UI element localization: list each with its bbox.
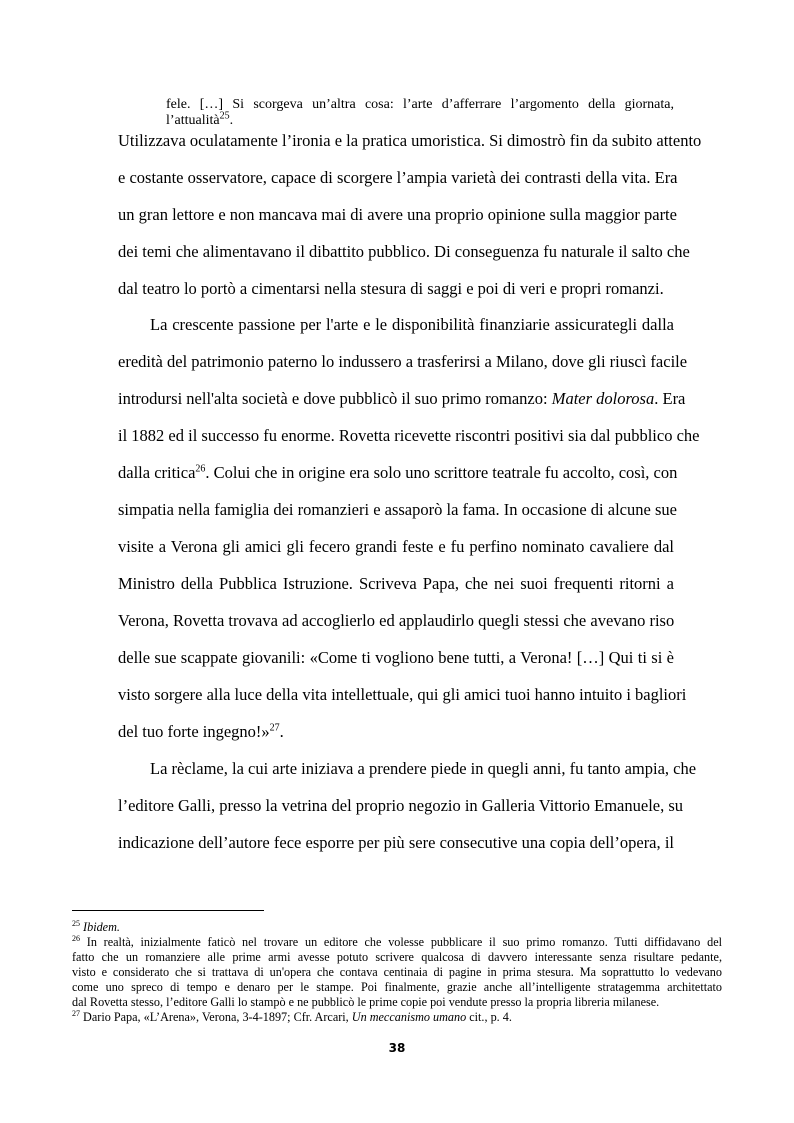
quote-text: l’attualità xyxy=(166,113,220,128)
footnote-ref-26: 26 xyxy=(195,463,206,475)
footnote-ref-27: 27 xyxy=(269,722,280,734)
footnote-25-text: Ibidem. xyxy=(83,920,120,934)
quote-line-2 xyxy=(166,110,234,129)
footnote-separator xyxy=(72,910,264,911)
footnote-25-number: 25 xyxy=(72,918,80,928)
p2-line-1: La crescente passione per l'arte e le disponibilità finanziarie assicurategli dalla xyxy=(150,315,674,334)
p3-line-1: La rèclame, la cui arte iniziava a prendere piede in quegli anni, fu tanto ampia, che xyxy=(150,759,697,778)
p1-line-4: dei temi che alimentavano il dibattito pubblico. Di conseguenza fu naturale il salto che xyxy=(118,242,690,261)
footnote-ref-25: 25 xyxy=(219,110,230,122)
p2-line-12-text: del tuo forte ingegno!» xyxy=(118,722,270,741)
p2-line-5 xyxy=(118,463,678,483)
footnote-26-line-2: fatto che un romanziere alle prime armi avesse potuto scrivere qualcosa di davvero interessante senza risultare pedante, xyxy=(72,950,722,964)
footnote-25 xyxy=(72,920,722,934)
footnote-27-title: Un meccanismo umano xyxy=(351,1010,467,1024)
p2-line-5-end: . Colui che in origine era solo uno scrittore teatrale fu accolto, così, con xyxy=(205,463,678,482)
footnote-26-line-5: dal Rovetta stesso, l’editore Galli lo stampò e ne pubblicò le prime copie poi vendute presso la propria libreria milanese. xyxy=(72,995,660,1009)
p3-line-3: indicazione dell’autore fece esporre per più sere consecutive una copia dell’opera, il xyxy=(118,833,674,852)
p2-line-10: delle sue scappate giovanili: «Come ti vogliono bene tutti, a Verona! […] Qui ti si è xyxy=(118,648,674,667)
footnote-26-number: 26 xyxy=(72,933,80,943)
footnote-27 xyxy=(72,1010,722,1024)
p2-line-7: visite a Verona gli amici gli fecero grandi feste e fu perfino nominato cavaliere dal xyxy=(118,537,674,556)
footnote-27-end: cit., p. 4. xyxy=(466,1010,512,1024)
footnote-26-text-1: In realtà, inizialmente faticò nel trovare un editore che volesse pubblicare il suo primo romanzo. Tutti diffidavano del xyxy=(86,935,722,949)
p1-line-1: Utilizzava oculatamente l’ironia e la pratica umoristica. Si dimostrò fin da subito attento xyxy=(118,131,702,150)
p2-line-9: Verona, Rovetta trovava ad accoglierlo ed applaudirlo quegli stessi che avevano riso xyxy=(118,611,675,630)
p2-line-12-end: . xyxy=(279,722,284,741)
p2-line-8: Ministro della Pubblica Istruzione. Scriveva Papa, che nei suoi frequenti ritorni a xyxy=(118,574,674,593)
book-title-mater-dolorosa: Mater dolorosa xyxy=(551,389,655,408)
p2-line-4: il 1882 ed il successo fu enorme. Rovetta ricevette riscontri positivi sia dal pubblico che xyxy=(118,426,700,445)
p2-line-3-end: . Era xyxy=(654,389,686,408)
p2-line-3-text: introdursi nell'alta società e dove pubblicò il suo primo romanzo: xyxy=(118,389,552,408)
p1-line-3: un gran lettore e non mancava mai di avere una proprio opinione sulla maggior parte xyxy=(118,205,677,224)
quote-line-1: fele. […] Si scorgeva un’altra cosa: l’arte d’afferrare l’argomento della giornata, xyxy=(166,97,674,112)
p2-line-6: simpatia nella famiglia dei romanzieri e assaporò la fama. In occasione di alcune sue xyxy=(118,500,677,519)
page-number: 38 xyxy=(388,1041,406,1055)
p2-line-11: visto sorgere alla luce della vita intellettuale, qui gli amici tuoi hanno intuito i bagliori xyxy=(118,685,687,704)
footnote-27-number: 27 xyxy=(72,1008,80,1018)
footnote-26-line-1 xyxy=(72,935,722,949)
p2-line-3 xyxy=(118,389,686,409)
p2-line-5-text: dalla critica xyxy=(118,463,196,482)
p3-line-2: l’editore Galli, presso la vetrina del proprio negozio in Galleria Vittorio Emanuele, su xyxy=(118,796,684,815)
quote-end: . xyxy=(229,113,234,128)
p2-line-12 xyxy=(118,722,674,742)
footnote-27-text: Dario Papa, «L’Arena», Verona, 3-4-1897; Cfr. Arcari, xyxy=(83,1010,352,1024)
footnote-26-line-3: visto e considerato che si trattava di un'opera che contava centinaia di pagine in prima stesura. Ma soprattutto lo vedevano xyxy=(72,965,722,979)
p1-line-2: e costante osservatore, capace di scorgere l’ampia varietà dei contrasti della vita. Era xyxy=(118,168,678,187)
footnote-26-line-4: come uno spreco di tempo e denaro per le stampe. Poi finalmente, grazie anche all’intelligente stratagemma architettato xyxy=(72,980,722,994)
p1-line-5: dal teatro lo portò a cimentarsi nella stesura di saggi e poi di veri e propri romanzi. xyxy=(118,279,664,298)
p2-line-2: eredità del patrimonio paterno lo indussero a trasferirsi a Milano, dove gli riuscì facile xyxy=(118,352,688,371)
